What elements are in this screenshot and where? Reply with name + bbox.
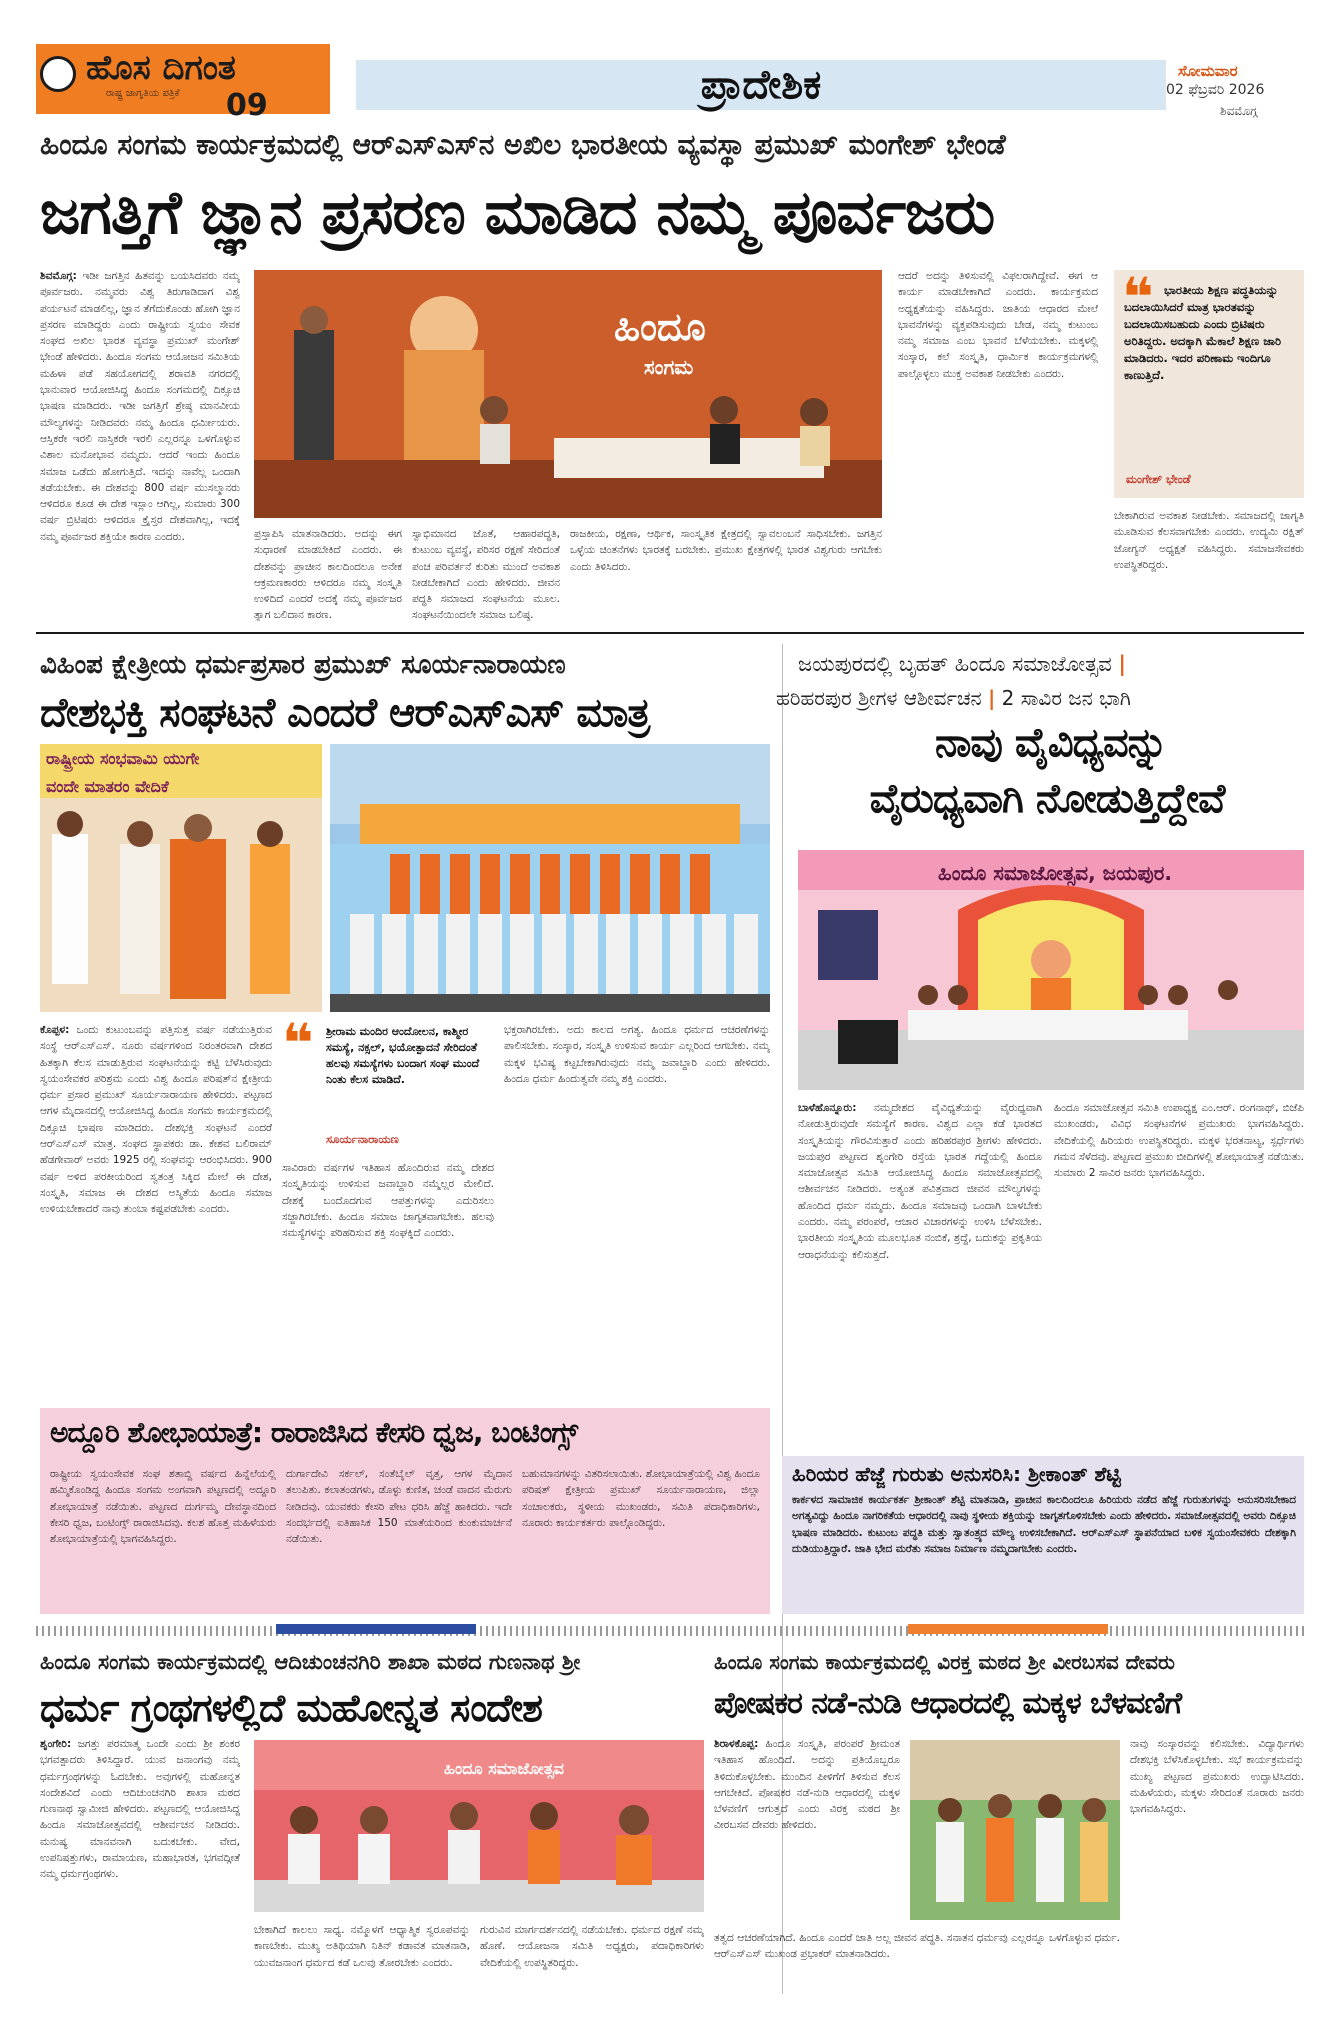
section-band [356, 60, 1166, 110]
separator: | [987, 686, 996, 710]
story2-kicker: ವಿಹಿಂಪ ಕ್ಷೇತ್ರೀಯ ಧರ್ಮಪ್ರಸಾರ ಪ್ರಮುಖ್ ಸೂರ್ಯನಾರಾಯಣ [40, 650, 566, 680]
story7-headline: ಪೋಷಕರ ನಡೆ-ನುಡಿ ಆಧಾರದಲ್ಲಿ ಮಕ್ಕಳ ಬೆಳವಣಿಗೆ [714, 1686, 1182, 1721]
story3-kicker-1: ಜಯಪುರದಲ್ಲಿ ಬೃಹತ್ ಹಿಂದೂ ಸಮಾಜೋತ್ಸವ [798, 652, 1112, 676]
date-box [1166, 60, 1304, 110]
quote-mark-icon: ❝ [282, 1012, 314, 1075]
story1-column-4: ರಾಜಕೀಯ, ರಕ್ಷಣಾ, ಆರ್ಥಿಕ, ಸಾಂಸ್ಕೃತಿಕ ಕ್ಷೇತ್ರದಲ್ಲಿ ಸ್ವಾವಲಂಬನೆ ಸಾಧಿಸಬೇಕು. ಜಗತ್ತಿನ ಒಳ್ಳೆಯ ಚಿಂತನೆಗಳು ಭಾರತಕ್ಕೆ ಬರಬೇಕು. ಪ್ರಮುಖ ಕ್ಷೇತ್ರಗಳಲ್ಲಿ ಭಾರತ ವಿಶ್ವಗುರು ಆಗಬೇಕು ಎಂದು ತಿಳಿಸಿದರು. [570, 528, 882, 573]
story3-kicker-2: ಹರಿಹರಪುರ ಶ್ರೀಗಳ ಆಶೀರ್ವಚನ [776, 686, 982, 710]
story6-dateline: ಶೃಂಗೇರಿ: [40, 1738, 72, 1750]
dateline: ಶಿವಮೊಗ್ಗ: [40, 270, 77, 282]
story3-kicker-3: 2 ಸಾವಿರ ಜನ ಭಾಗಿ [1001, 686, 1131, 710]
story6-column-2: ಬೇಕಾಗಿದೆ ಕಾಲಲು ಸಾಧ್ಯ. ನಮ್ಮೊಳಗೆ ಆಧ್ಯಾತ್ಮಿಕ ಸ್ವರೂಪವನ್ನು ಕಾಣಬೇಕು. ಮುಖ್ಯ ಅತಿಥಿಯಾಗಿ ನಿತಿನ್ ಕಡಾವತ ಮಾತನಾಡಿ, ಯುವಜನಾಂಗ ಧರ್ಮದ ಕಡೆ ಒಲವು ತೋರಬೇಕು ಎಂದರು. [254, 1924, 470, 1969]
story2-column-1 [40, 1022, 272, 1396]
story2-photo-1 [40, 744, 322, 1012]
story1-column-6: ಬೇಕಾಗಿರುವ ಅವಕಾಶ ನೀಡಬೇಕು. ಸಮಾಜದಲ್ಲಿ ಜಾಗೃತಿ ಮೂಡಿಸುವ ಕೆಲಸವಾಗಬೇಕು ಎಂದರು. ಉದ್ಯಮಿ ರಕ್ಷಿತ್ ಜೋಗ್ಯನ್ ಅಧ್ಯಕ್ಷತೆ ವಹಿಸಿದ್ದರು. ಸಮಾಜಸೇವಕರು ಉಪಸ್ಥಿತರಿದ್ದರು. [1114, 510, 1304, 571]
story4-column-2: ದುರ್ಗಾದೇವಿ ಸರ್ಕಲ್, ಸಂತೆಬೈಲ್ ವೃತ್ತ, ಆಗಳ ಮೈದಾನ ತಲುಪಿತು. ಕಲಾತಂಡಗಳು, ಡೊಳ್ಳು ಕುಣಿತ, ಚಂಡೆ ವಾದನ ಮೆರುಗು ನೀಡಿದವು. ಯುವಕರು ಕೇಸರಿ ಪೇಟ ಧರಿಸಿ ಹೆಜ್ಜೆ ಹಾಕಿದರು. ಇದೇ ಸಂದರ್ಭದಲ್ಲಿ ಐತಿಹಾಸಿಕ 150 ಮಾತೆಯರಿಂದ ಕುಂಕುಮಾರ್ಚನೆ ನಡೆಯಿತು. [286, 1468, 512, 1546]
story1-quote-box [1114, 266, 1304, 498]
story6-headline: ಧರ್ಮ ಗ್ರಂಥಗಳಲ್ಲಿದೆ ಮಹೋನ್ನತ ಸಂದೇಶ [40, 1686, 543, 1730]
story2-col1-text: ಒಂದು ಕುಟುಂಬವನ್ನು ಪತ್ತಿಸುತ್ತ ವರ್ಷ ನಡೆಯುತ್ತಿರುವ ಸಂಸ್ಥೆ ಆರ್‌ಎಸ್‌ಎಸ್. ನೂರು ವರ್ಷಗಳಿಂದ ನಿರಂತರವಾಗಿ ದೇಶದ ಹಿತಕ್ಕಾಗಿ ಕೆಲಸ ಮಾಡುತ್ತಿರುವ ಸಂಘಟನೆಯನ್ನು ಕಟ್ಟಿ ಬೆಳೆಸಿರುವುದು ಸ್ವಯಂಸೇವಕರ ಪರಿಶ್ರಮ ಎಂದು ವಿಶ್ವ ಹಿಂದೂ ಪರಿಷತ್‌ನ ಕ್ಷೇತ್ರೀಯ ಧರ್ಮ ಪ್ರಸಾರ ಪ್ರಮುಖ್ ಸೂರ್ಯನಾರಾಯಣ ಹೇಳಿದರು. ಪಟ್ಟಣದ ಆಗಳ ಮೈದಾನದಲ್ಲಿ ಆಯೋಜಿಸಿದ್ದ ಹಿಂದೂ ಸಂಗಮ ಕಾರ್ಯಕ್ರಮದಲ್ಲಿ ದಿಕ್ಸೂಚಿ ಭಾಷಣ ಮಾಡಿದರು. ದೇಶಭಕ್ತಿ ಸಂಘಟನೆ ಎಂದರೆ ಆರ್‌ಎಸ್‌ಎಸ್ ಮಾತ್ರ. ಸಂಘದ ಸ್ಥಾಪಕರು ಡಾ. ಕೇಶವ ಬಲಿರಾಮ್ ಹೆಡಗೇವಾರ್ ಅವರು 1925 ರಲ್ಲಿ ಸಂಘವನ್ನು ಆರಂಭಿಸಿದರು. 900 ವರ್ಷ ಅಳಿದ ಪರಕೀಯರಿಂದ ಸ್ವತಂತ್ರ ಸಿಕ್ಕಿದ ಮೇಲೆ ಈ ದೇಶ, ಸಂಸ್ಕೃತಿ, ಸಮಾಜ ಈ ದೇಶದ ಅಸ್ಮಿತೆಯ ಹಿಂದೂ ಸಮಾಜ ಉಳಿಯಬೇಕಾದರೆ ನಾವು ತುಂಬಾ ಕಷ್ಟಪಡಬೇಕು ಎಂದರು. [40, 1024, 272, 1216]
story1-photo [254, 270, 882, 518]
logo-emblem-icon [40, 56, 76, 92]
story3-headline-1: ನಾವು ವೈವಿಧ್ಯವನ್ನು [934, 720, 1168, 766]
story3-column-2: ಹಿಂದೂ ಸಮಾಜೋತ್ಸವ ಸಮಿತಿ ಉಪಾಧ್ಯಕ್ಷ ಎಂ.ಆರ್. ರಂಗನಾಥ್, ಬಿಜೆಪಿ ಮುಖಂಡರು, ವಿವಿಧ ಸಂಘಟನೆಗಳ ಪ್ರಮುಖರು ಭಾಗವಹಿಸಿದ್ದರು. ವೇದಿಕೆಯಲ್ಲಿ ಹಿರಿಯರು ಉಪಸ್ಥಿತರಿದ್ದರು. ಮಕ್ಕಳ ಭರತನಾಟ್ಯ, ಸ್ಪರ್ಧೆಗಳು ಗಮನ ಸೆಳೆದವು. ಪಟ್ಟಣದ ಪ್ರಮುಖ ಬೀದಿಗಳಲ್ಲಿ ಶೋಭಾಯಾತ್ರೆ ನಡೆಯಿತು. ಸುಮಾರು 2 ಸಾವಿರ ಜನರು ಭಾಗವಹಿಸಿದ್ದರು. [1054, 1102, 1304, 1180]
svg-text:ಸಂಗಮ: ಸಂಗಮ [644, 355, 694, 379]
weekday: ಸೋಮವಾರ [1178, 62, 1238, 80]
story6-photo [254, 1740, 704, 1912]
story4-headline: ಅದ್ದೂರಿ ಶೋಭಾಯಾತ್ರೆ: ರಾರಾಜಿಸಿದ ಕೇಸರಿ ಧ್ವಜ, ಬಂಟಿಂಗ್ಸ್ [50, 1416, 578, 1449]
svg-text:ಹಿಂದೂ: ಹಿಂದೂ [614, 305, 706, 349]
story6-banner-text: ಹಿಂದೂ ಸಮಾಜೋತ್ಸವ [444, 1759, 565, 1778]
story3-headline-2: ವೈರುಧ್ಯವಾಗಿ ನೋಡುತ್ತಿದ್ದೇವೆ [869, 776, 1225, 822]
story6-column-1 [40, 1736, 240, 2026]
story6-column-3: ಗುರುವಿನ ಮಾರ್ಗದರ್ಶನದಲ್ಲಿ ನಡೆಯಬೇಕು. ಧರ್ಮದ ರಕ್ಷಣೆ ನಮ್ಮ ಹೊಣೆ. ಆಯೋಜನಾ ಸಮಿತಿ ಅಧ್ಯಕ್ಷರು, ಪದಾಧಿಕಾರಿಗಳು ವೇದಿಕೆಯಲ್ಲಿ ಉಪಸ್ಥಿತರಿದ್ದರು. [480, 1924, 704, 1969]
separator: | [1118, 652, 1127, 676]
story2-headline: ದೇಶಭಕ್ತಿ ಸಂಘಟನೆ ಎಂದರೆ ಆರ್‌ಎಸ್‌ಎಸ್ ಮಾತ್ರ [40, 690, 650, 736]
story3-kicker-line-2 [776, 686, 1306, 718]
story3-kicker-line-1 [798, 652, 1304, 684]
story4-box [40, 1408, 770, 1614]
story7-kicker: ಹಿಂದೂ ಸಂಗಮ ಕಾರ್ಯಕ್ರಮದಲ್ಲಿ ವಿರಕ್ತ ಮಠದ ಶ್ರೀ ವೀರಬಸವ ದೇವರು [714, 1650, 1175, 1674]
story7-photo [910, 1740, 1120, 1920]
page-number: 09 [226, 88, 268, 123]
story6-kicker: ಹಿಂದೂ ಸಂಗಮ ಕಾರ್ಯಕ್ರಮದಲ್ಲಿ ಆದಿಚುಂಚನಗಿರಿ ಶಾಖಾ ಮಠದ ಗುಣನಾಥ ಶ್ರೀ [40, 1650, 581, 1674]
story1-column-2: ಪ್ರಸ್ತಾಪಿಸಿ ಮಾತನಾಡಿದರು. ಅದನ್ನು ಈಗ ಸುಧಾರಣೆ ಮಾಡಬೇಕಿದೆ ಎಂದರು. ಈ ದೇಶವನ್ನು ಪ್ರಾಚೀನ ಕಾಲದಿಂದಲೂ ಅನೇಕ ಆಕ್ರಮಣಕಾರರು ಆಳಿದರೂ ನಮ್ಮ ಸಂಸ್ಕೃತಿ ಉಳಿದಿದೆ ಎಂದರೆ ಅದಕ್ಕೆ ನಮ್ಮ ಪೂರ್ವಜರ ತ್ಯಾಗ ಬಲಿದಾನ ಕಾರಣ. [254, 528, 402, 621]
story2-column-2: ಸಾವಿರಾರು ವರ್ಷಗಳ ಇತಿಹಾಸ ಹೊಂದಿರುವ ನಮ್ಮ ದೇಶದ ಸಂಸ್ಕೃತಿಯನ್ನು ಉಳಿಸುವ ಜವಾಬ್ದಾರಿ ನಮ್ಮೆಲ್ಲರ ಮೇಲಿದೆ. ದೇಶಕ್ಕೆ ಬಂದೊದಗುವ ಆಪತ್ತುಗಳನ್ನು ಎದುರಿಸಲು ಸಜ್ಜಾಗಿರಬೇಕು. ಹಿಂದೂ ಸಮಾಜ ಜಾಗೃತವಾಗಬೇಕು. ಹಲವು ಸಮಸ್ಯೆಗಳನ್ನು ಪರಿಹರಿಸುವ ಶಕ್ತಿ ಸಂಘಕ್ಕಿದೆ ಎಂದರು. [282, 1162, 494, 1240]
newspaper-logo: ಹೊಸ ದಿಗಂತ [86, 48, 236, 88]
story7-column-1 [714, 1736, 900, 1876]
story2-quote-text: ಶ್ರೀರಾಮ ಮಂದಿರ ಆಂದೋಲನ, ಕಾಶ್ಮೀರ ಸಮಸ್ಯೆ, ನಕ್ಸಲ್, ಭಯೋತ್ಪಾದನೆ ಸೇರಿದಂತೆ ಹಲವು ಸಮಸ್ಯೆಗಳು ಬಂದಾಗ ಸಂಘ ಮುಂದೆ ನಿಂತು ಕೆಲಸ ಮಾಡಿದೆ. [326, 1025, 480, 1086]
story3-banner-text: ಹಿಂದೂ ಸಮಾಜೋತ್ಸವ, ಜಯಪುರ. [938, 861, 1172, 885]
section-title: ಪ್ರಾದೇಶಿಕ [700, 62, 822, 108]
story5-title: ಹಿರಿಯರ ಹೆಜ್ಜೆ ಗುರುತು ಅನುಸರಿಸಿ: ಶ್ರೀಕಾಂತ್ ಶೆಟ್ಟಿ [792, 1462, 1121, 1486]
masthead [36, 38, 1304, 123]
story1-column-5: ಆದರೆ ಅದನ್ನು ತಿಳಿಸುವಲ್ಲಿ ವಿಫಲರಾಗಿದ್ದೇವೆ. ಈಗ ಆ ಕಾರ್ಯ ಮಾಡಬೇಕಾಗಿದೆ ಎಂದರು. ಕಾರ್ಯಕ್ರಮದ ಅಧ್ಯಕ್ಷತೆಯನ್ನು ವಹಿಸಿದ್ದರು. ಜಾತಿಯ ಆಧಾರದ ಮೇಲೆ ಭಾವನೆಗಳನ್ನು ವ್ಯಕ್ತಪಡಿಸುವುದು ಬೇಡ, ನಮ್ಮ ಕುಟುಂಬ ನಮ್ಮ ಸಮಾಜ ಎಂಬ ಭಾವನೆ ಬೆಳೆಯಬೇಕು. ಮಕ್ಕಳಲ್ಲಿ ಸಂಸ್ಕಾರ, ಕಲೆ ಸಂಸ್ಕೃತಿ, ಧಾರ್ಮಿಕ ಕಾರ್ಯಕ್ರಮಗಳಲ್ಲಿ ಪಾಲ್ಗೊಳ್ಳಲು ಮುಕ್ತ ಅವಕಾಶ ನೀಡಬೇಕು ಎಂದರು. [898, 270, 1098, 380]
story7-dateline: ಶಿರಾಳಕೊಪ್ಪ: [714, 1738, 759, 1750]
story2-quote-box [282, 1012, 494, 1152]
logo-tagline: ರಾಷ್ಟ್ರ ಜಾಗೃತಿಯ ಪತ್ರಿಕೆ [106, 88, 180, 99]
decorative-bar-orange [908, 1624, 1108, 1634]
story5-body: ಕಾರ್ಕಳದ ಸಾಮಾಜಿಕ ಕಾರ್ಯಕರ್ತ ಶ್ರೀಕಾಂತ್ ಶೆಟ್ಟಿ ಮಾತನಾಡಿ, ಪ್ರಾಚೀನ ಕಾಲದಿಂದಲೂ ಹಿರಿಯರು ನಡೆದ ಹೆಜ್ಜೆ ಗುರುತುಗಳನ್ನು ಅನುಸರಿಸಬೇಕಾದ ಅಗತ್ಯವಿದ್ದು ಹಿಂದೂ ನಾಗರಿಕತೆಯ ಆಧಾರದಲ್ಲಿ ನಾವು ಸ್ಥಳೀಯ ಶಕ್ತಿಯನ್ನು ಜಾಗೃತಗೊಳಿಸಬೇಕು ಎಂದು ಹೇಳಿದರು. ಸಮಾಜೋತ್ಸವದಲ್ಲಿ ಅವರು ದಿಕ್ಸೂಚಿ ಭಾಷಣ ಮಾಡಿದರು. ಕುಟುಂಬ ಪದ್ಧತಿ ಮತ್ತು ಸ್ವಾತಂತ್ರ್ಯದ ಮೌಲ್ಯ ಉಳಿಸಬೇಕಾಗಿದೆ. ಆರ್‌ಎಸ್‌ಎಸ್ ಸ್ಥಾಪನೆಯಾದ ಬಳಿಕ ಸ್ವಯಂಸೇವಕರು ದೇಶಕ್ಕಾಗಿ ದುಡಿಯುತ್ತಿದ್ದಾರೆ. ಜಾತಿ ಭೇದ ಮರೆತು ಸಮಾಜ ನಿರ್ಮಾಣ ನಮ್ಮದಾಗಬೇಕು ಎಂದರು. [792, 1494, 1296, 1555]
banner-text-1: ರಾಷ್ಟ್ರೀಯ ಸಂಭವಾಮಿ ಯುಗೇ [46, 749, 200, 768]
story1-column-1 [40, 268, 240, 618]
story7-column-3: ನಾವು ಸಂಸ್ಕಾರವನ್ನು ಕಲಿಸಬೇಕು. ವಿದ್ಯಾರ್ಥಿಗಳು ದೇಶಭಕ್ತಿ ಬೆಳೆಸಿಕೊಳ್ಳಬೇಕು. ಸಭೆ ಕಾರ್ಯಕ್ರಮವನ್ನು ಮುಖ್ಯ ಪಟ್ಟಣದ ಪ್ರಮುಖರು ಉದ್ಘಾಟಿಸಿದರು. ಮಹಿಳೆಯರು, ಮಕ್ಕಳು ಸೇರಿದಂತೆ ನೂರಾರು ಜನರು ಭಾಗವಹಿಸಿದ್ದರು. [1130, 1738, 1304, 1816]
story1-headline: ಜಗತ್ತಿಗೆ ಜ್ಞಾನ ಪ್ರಸರಣ ಮಾಡಿದ ನಮ್ಮ ಪೂರ್ವಜರು [40, 178, 995, 248]
logo-box [36, 44, 330, 123]
story1-quote-text: ಭಾರತೀಯ ಶಿಕ್ಷಣ ಪದ್ಧತಿಯನ್ನು ಬದಲಾಯಿಸಿದರೆ ಮಾತ್ರ ಭಾರತವನ್ನು ಬದಲಾಯಿಸಬಹುದು ಎಂದು ಬ್ರಿಟಿಷರು ಅರಿತಿದ್ದರು. ಅದಕ್ಕಾಗಿ ಮೆಕಾಲೆ ಶಿಕ್ಷಣ ಜಾರಿ ಮಾಡಿದರು. ಇದರ ಪರಿಣಾಮ ಇಂದಿಗೂ ಕಾಣುತ್ತಿದೆ. [1124, 283, 1282, 382]
story1-kicker: ಹಿಂದೂ ಸಂಗಮ ಕಾರ್ಯಕ್ರಮದಲ್ಲಿ ಆರ್‌ಎಸ್‌ಎಸ್‌ನ ಅಖಿಲ ಭಾರತೀಯ ವ್ಯವಸ್ಥಾ ಪ್ರಮುಖ್ ಮಂಗೇಶ್ ಭೇಂಡೆ [40, 128, 1006, 161]
banner-text-2: ವಂದೇ ಮಾತರಂ ವೇದಿಕೆ [46, 777, 169, 796]
story3-col1-text: ನಮ್ಮದೇಶದ ವೈವಿಧ್ಯತೆಯನ್ನು ವೈರುಧ್ಯವಾಗಿ ನೋಡುತ್ತಿರುವುದೇ ಸಮಸ್ಯೆಗೆ ಕಾರಣ. ವಿಶ್ವದ ಎಲ್ಲಾ ಕಡೆ ಭಾರತದ ಸಂಸ್ಕೃತಿಯನ್ನು ಗೌರವಿಸುತ್ತಾರೆ ಎಂದು ಹರಿಹರಪುರ ಶ್ರೀಗಳು ಹೇಳಿದರು. ಜಯಪುರ ಪಟ್ಟಣದ ಶೃಂಗೇರಿ ರಸ್ತೆಯ ಭಾರತ ಗದ್ದೆಯಲ್ಲಿ ಹಿಂದೂ ಸಮಾಜೋತ್ಸವ ಸಮಿತಿ ಆಯೋಜಿಸಿದ್ದ ಹಿಂದೂ ಸಮಾಜೋತ್ಸವದಲ್ಲಿ ಆಶೀರ್ವಚನ ನೀಡಿದರು. ಅತ್ಯಂತ ಪವಿತ್ರವಾದ ಜೀವನ ಮೌಲ್ಯಗಳನ್ನು ಹೊಂದಿದ ಧರ್ಮ ನಮ್ಮದು. ಹಿಂದೂ ಸಮಾಜವು ಒಂದಾಗಿ ಬಾಳಬೇಕು ಎಂದರು. ನಮ್ಮ ಪರಂಪರೆ, ಆಚಾರ ವಿಚಾರಗಳನ್ನು ಉಳಿಸಿ ಬೆಳೆಸಬೇಕು. ಭಾರತೀಯ ಸಂಸ್ಕೃತಿಯ ಮೂಲಭೂತ ನಂಬಿಕೆ, ಶ್ರದ್ಧೆ, ಬದುಕನ್ನು ಪ್ರಕೃತಿಯ ಆರಾಧನೆಯನ್ನು ಕಲಿಸುತ್ತದೆ. [798, 1102, 1042, 1261]
story7-column-2: ತತ್ವದ ಆಚರಣೆಯಾಗಿದೆ. ಹಿಂದೂ ಎಂದರೆ ಜಾತಿ ಅಲ್ಲ ಜೀವನ ಪದ್ಧತಿ. ಸನಾತನ ಧರ್ಮವು ಎಲ್ಲರನ್ನೂ ಒಳಗೊಳ್ಳುವ ಧರ್ಮ. ಆರ್‌ಎಸ್‌ಎಸ್ ಮುಖಂಡ ಪ್ರಭಾಕರ್ ಮಾತನಾಡಿದರು. [714, 1932, 1120, 1961]
story2-photo-2 [330, 744, 770, 1012]
story2-column-3: ಭಕ್ತರಾಗಿರಬೇಕು. ಅದು ಕಾಲದ ಅಗತ್ಯ. ಹಿಂದೂ ಧರ್ಮದ ಆಚರಣೆಗಳನ್ನು ಪಾಲಿಸಬೇಕು. ಸಂಸ್ಕಾರ, ಸಂಸ್ಕೃತಿ ಉಳಿಸುವ ಕಾರ್ಯ ಎಲ್ಲರಿಂದ ಆಗಬೇಕು. ನಮ್ಮ ಮಕ್ಕಳ ಭವಿಷ್ಯ ಕಟ್ಟಬೇಕಾಗಿರುವುದು ನಮ್ಮ ಜವಾಬ್ದಾರಿ ಎಂದು ಹೇಳಿದರು. ಹಿಂದೂ ಧರ್ಮ ಹಿಂದುತ್ವವೇ ನಮ್ಮ ಶಕ್ತಿ ಎಂದರು. [504, 1024, 770, 1085]
edition-city: ಶಿವಮೊಗ್ಗ [1220, 104, 1258, 118]
story6-col1-text: ಜಗತ್ತು ಪರಮಾತ್ಮ ಒಂದೇ ಎಂದು ಶ್ರೀ ಶಂಕರ ಭಗವತ್ಪಾದರು ತಿಳಿಸಿದ್ದಾರೆ. ಯುವ ಜನಾಂಗವು ನಮ್ಮ ಧರ್ಮಗ್ರಂಥಗಳನ್ನು ಓದಬೇಕು. ಅವುಗಳಲ್ಲಿ ಮಹೋನ್ನತ ಸಂದೇಶವಿದೆ ಎಂದು ಆದಿಚುಂಚನಗಿರಿ ಶಾಖಾ ಮಠದ ಗುಣನಾಥ ಸ್ವಾಮೀಜಿ ಹೇಳಿದರು. ಪಟ್ಟಣದಲ್ಲಿ ಆಯೋಜಿಸಿದ್ದ ಹಿಂದೂ ಸಮಾಜೋತ್ಸವದಲ್ಲಿ ಆಶೀರ್ವಚನ ನೀಡಿದರು. ಮನುಷ್ಯ ಮಾನವನಾಗಿ ಬದುಕಬೇಕು. ವೇದ, ಉಪನಿಷತ್ತುಗಳು, ರಾಮಾಯಣ, ಮಹಾಭಾರತ, ಭಗವದ್ಗೀತೆ ನಮ್ಮ ಧರ್ಮಗ್ರಂಥಗಳು. [40, 1738, 240, 1881]
story1-col1-text: ಇಡೀ ಜಗತ್ತಿನ ಹಿತವನ್ನು ಬಯಸಿದವರು ನಮ್ಮ ಪೂರ್ವಜರು. ನಮ್ಮವರು ವಿಶ್ವ ತಿರುಗಾಡಿದಾಗ ವಿಶ್ವ ಪರ್ಯಟನೆ ಮಾಡಲಿಲ್ಲ, ಜ್ಞಾನ ತೆಗೆದುಕೊಂಡು ಹೋಗಿ ಜ್ಞಾನ ಪ್ರಸರಣ ಮಾಡಿದ್ದರು ಎಂದು ರಾಷ್ಟ್ರೀಯ ಸ್ವಯಂ ಸೇವಕ ಸಂಘದ ಅಖಿಲ ಭಾರತ ವ್ಯವಸ್ಥಾ ಪ್ರಮುಖ್ ಮಂಗೇಶ್ ಭೇಂಡೆ ಹೇಳಿದರು. ಹಿಂದೂ ಸಂಗಮ ಆಯೋಜನ ಸಮಿತಿಯ ಮಹಿಳಾ ಪಡೆ ಸಹಯೋಗದಲ್ಲಿ ಶರಾವತಿ ನಗರದಲ್ಲಿ ಭಾನುವಾರ ಆಯೋಜಿಸಿದ್ದ ಹಿಂದೂ ಸಂಗಮದಲ್ಲಿ ದಿಕ್ಸೂಚಿ ಭಾಷಣ ಮಾಡಿದರು. ಇಡೀ ಜಗತ್ತಿಗೆ ಶ್ರೇಷ್ಠ ಮಾನವೀಯ ಮೌಲ್ಯಗಳನ್ನು ನೀಡಿದವರು ನಮ್ಮ ಹಿಂದೂ ಧರ್ಮೀಯರು. ಆಸ್ತಿಕರೇ ಇರಲಿ ನಾಸ್ತಿಕರೇ ಇರಲಿ ಎಲ್ಲರನ್ನೂ ಒಳಗೊಳ್ಳುವ ವಿಶಾಲ ಮನೋಭಾವ ನಮ್ಮದು. ಆದರೆ ಇಂದು ಹಿಂದೂ ಸಮಾಜ ಒಡೆದು ಹೋಗುತ್ತಿದೆ. ಇದನ್ನು ನಾವೆಲ್ಲ ಒಂದಾಗಿ ತಡೆಯಬೇಕು. ಈ ದೇಶವನ್ನು 800 ವರ್ಷ ಮುಸಲ್ಮಾನರು ಆಳಿದರೂ ಕೂಡ ಈ ದೇಶ ಇಸ್ಲಾಂ ಆಗಿಲ್ಲ, ಸುಮಾರು 300 ವರ್ಷ ಬ್ರಿಟಿಷರು ಆಳಿದರೂ ಕ್ರೈಸ್ತರ ದೇಶವಾಗಿಲ್ಲ, ಇದಕ್ಕೆ ನಮ್ಮ ಪೂರ್ವಜರ ಶಕ್ತಿಯೇ ಕಾರಣ ಎಂದರು. [40, 270, 240, 543]
story5-box [782, 1456, 1304, 1614]
issue-date: 02 ಫೆಬ್ರವರಿ 2026 [1166, 82, 1265, 98]
story3-dateline: ಬಾಳೆಹೊನ್ನೂರು: [798, 1102, 857, 1114]
quote-mark-icon: ❝ [1122, 266, 1154, 329]
story3-column-1 [798, 1100, 1042, 1430]
story7-col1-text: ಹಿಂದೂ ಸಂಸ್ಕೃತಿ, ಪರಂಪರೆ ಶ್ರೀಮಂತ ಇತಿಹಾಸ ಹೊಂದಿದೆ. ಅದನ್ನು ಪ್ರತಿಯೊಬ್ಬರೂ ತಿಳಿದುಕೊಳ್ಳಬೇಕು. ಮುಂದಿನ ಪೀಳಿಗೆಗೆ ತಿಳಿಸುವ ಕೆಲಸ ಆಗಬೇಕಿದೆ. ಪೋಷಕರ ನಡೆ-ನುಡಿ ಆಧಾರದಲ್ಲಿ ಮಕ್ಕಳ ಬೆಳವಣಿಗೆ ಆಗುತ್ತದೆ ಎಂದು ವಿರಕ್ತ ಮಠದ ಶ್ರೀ ವೀರಬಸವ ದೇವರು ಹೇಳಿದರು. [714, 1738, 900, 1832]
divider [36, 632, 1304, 634]
decorative-bar-blue [276, 1624, 476, 1634]
decorative-rule [36, 1626, 1304, 1636]
story4-column-3: ಬಹುಮಾನಗಳನ್ನು ವಿತರಿಸಲಾಯಿತು. ಶೋಭಾಯಾತ್ರೆಯಲ್ಲಿ ವಿಶ್ವ ಹಿಂದೂ ಪರಿಷತ್ ಕ್ಷೇತ್ರೀಯ ಪ್ರಮುಖ್ ಸೂರ್ಯನಾರಾಯಣ, ಜಿಲ್ಲಾ ಸಂಚಾಲಕರು, ಸ್ಥಳೀಯ ಮುಖಂಡರು, ಸಮಿತಿ ಪದಾಧಿಕಾರಿಗಳು, ನೂರಾರು ಕಾರ್ಯಕರ್ತರು ಪಾಲ್ಗೊಂಡಿದ್ದರು. [522, 1468, 760, 1529]
story2-dateline: ಕೊಪ್ಪಳ: [40, 1024, 70, 1036]
story4-column-1: ರಾಷ್ಟ್ರೀಯ ಸ್ವಯಂಸೇವಕ ಸಂಘ ಶತಾಬ್ದಿ ವರ್ಷದ ಹಿನ್ನೆಲೆಯಲ್ಲಿ ಹಮ್ಮಿಕೊಂಡಿದ್ದ ಹಿಂದೂ ಸಂಗಮ ಅಂಗವಾಗಿ ಪಟ್ಟಣದಲ್ಲಿ ಅದ್ದೂರಿ ಶೋಭಾಯಾತ್ರೆ ನಡೆಯಿತು. ಪಟ್ಟಣದ ದುರ್ಗಮ್ಮ ದೇವಸ್ಥಾನದಿಂದ ಕೇಸರಿ ಧ್ವಜ, ಬಂಟಿಂಗ್ಸ್ ರಾರಾಜಿಸಿದವು. ಕಲಶ ಹೊತ್ತ ಮಹಿಳೆಯರು ಶೋಭಾಯಾತ್ರೆಯಲ್ಲಿ ಭಾಗವಹಿಸಿದ್ದರು. [50, 1468, 276, 1546]
story1-quote-name: ಮಂಗೇಶ್ ಭೇಂಡೆ [1126, 472, 1191, 486]
story3-photo [798, 850, 1304, 1090]
story1-column-3: ಸ್ವಾಭಿಮಾನದ ಜೊತೆ, ಆಹಾರಪದ್ಧತಿ, ಕುಟುಂಬ ವ್ಯವಸ್ಥೆ, ಪರಿಸರ ರಕ್ಷಣೆ ಸೇರಿದಂತೆ ಪಂಚ ಪರಿವರ್ತನೆ ಕುರಿತು ಮುಂದೆ ಅವಕಾಶ ನೀಡಬೇಕಾಗಿದೆ ಎಂದು ಹೇಳಿದರು. ಜೀವನ ಪದ್ಧತಿ ಸಮಾಜದ ಸಂಘಟನೆಯ ಮೂಲ. ಸಂಘಟನೆಯಿಂದಲೇ ಸಮಾಜ ಬಲಿಷ್ಠ. [412, 528, 560, 621]
story2-quote-name: ಸೂರ್ಯನಾರಾಯಣ [326, 1132, 399, 1146]
